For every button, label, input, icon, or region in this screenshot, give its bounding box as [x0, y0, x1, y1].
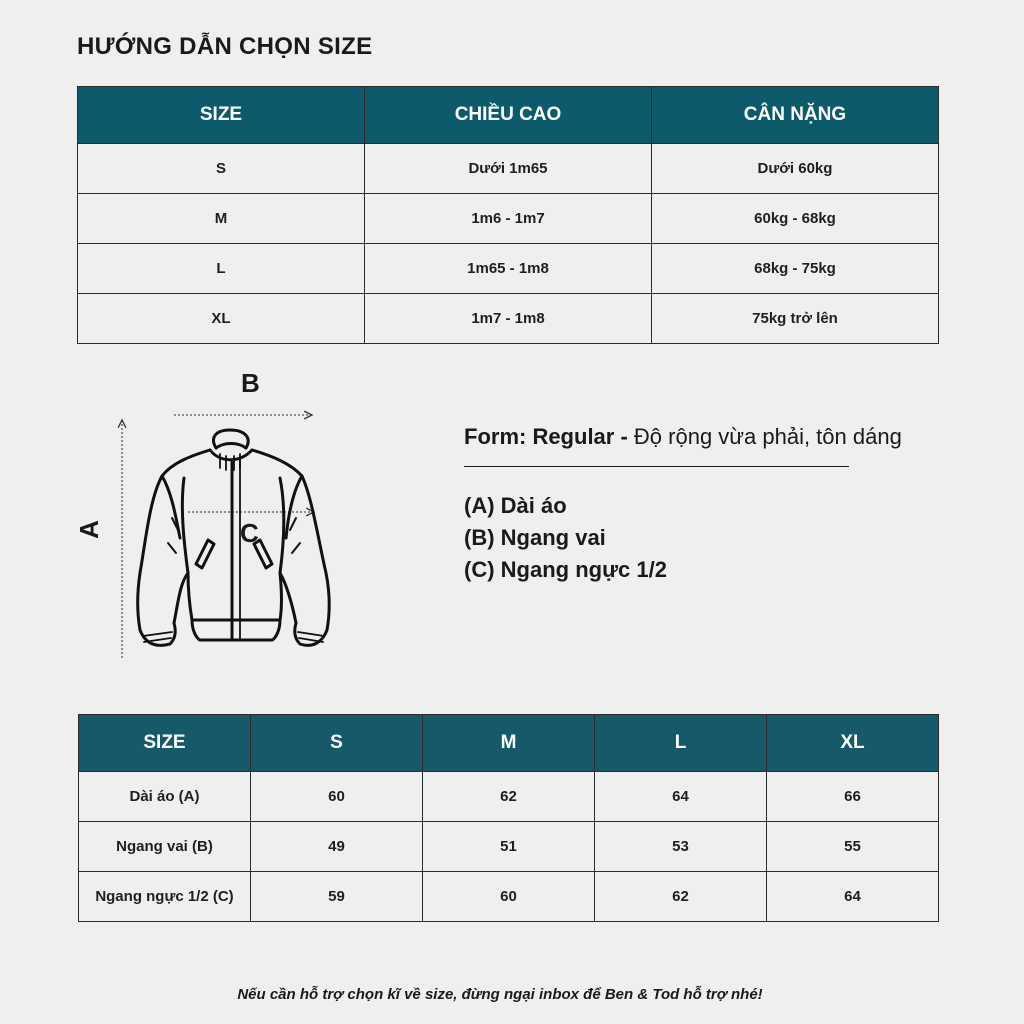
table-row — [79, 772, 939, 822]
value-cell: 60 — [251, 772, 423, 822]
value-cell: 55 — [767, 822, 939, 872]
table-row — [78, 294, 939, 344]
size-cell: L — [78, 244, 365, 294]
value-cell: 64 — [767, 872, 939, 922]
table-row — [79, 872, 939, 922]
table-row — [78, 194, 939, 244]
header-weight: CÂN NẶNG — [652, 87, 939, 144]
value-cell: 66 — [767, 772, 939, 822]
label-b: B — [241, 368, 260, 398]
form-detail: Độ rộng vừa phải, tôn dáng — [627, 424, 902, 449]
height-weight-size-table — [77, 86, 939, 344]
table-row — [79, 822, 939, 872]
header-size: SIZE — [78, 87, 365, 144]
page-title: HƯỚNG DẪN CHỌN SIZE — [77, 33, 373, 60]
height-cell: 1m65 - 1m8 — [365, 244, 652, 294]
row-label: Ngang vai (B) — [79, 822, 251, 872]
footer-note: Nếu cần hỗ trợ chọn kĩ về size, đừng ngại inbox để Ben & Tod hỗ trợ nhé! — [237, 986, 763, 1003]
value-cell: 60 — [423, 872, 595, 922]
height-cell: 1m7 - 1m8 — [365, 294, 652, 344]
weight-cell: 75kg trở lên — [652, 294, 939, 344]
value-cell: 51 — [423, 822, 595, 872]
value-cell: 62 — [595, 872, 767, 922]
header-l: L — [595, 715, 767, 772]
row-label: Ngang ngực 1/2 (C) — [79, 872, 251, 922]
weight-cell: Dưới 60kg — [652, 144, 939, 194]
header-height: CHIỀU CAO — [365, 87, 652, 144]
header-m: M — [423, 715, 595, 772]
row-label: Dài áo (A) — [79, 772, 251, 822]
form-label: Form: Regular - — [464, 424, 628, 449]
divider — [464, 466, 849, 467]
legend-item: (B) Ngang vai — [464, 525, 606, 550]
jacket-diagram — [80, 368, 360, 668]
measurement-size-table — [78, 714, 939, 922]
weight-cell: 68kg - 75kg — [652, 244, 939, 294]
value-cell: 59 — [251, 872, 423, 922]
table-row — [78, 144, 939, 194]
value-cell: 53 — [595, 822, 767, 872]
size-cell: XL — [78, 294, 365, 344]
form-description — [464, 424, 902, 450]
header-s: S — [251, 715, 423, 772]
value-cell: 49 — [251, 822, 423, 872]
legend-item: (C) Ngang ngực 1/2 — [464, 557, 667, 582]
label-a: A — [73, 520, 104, 539]
header-xl: XL — [767, 715, 939, 772]
label-c: C — [240, 518, 259, 548]
legend-item: (A) Dài áo — [464, 493, 567, 518]
size-cell: M — [78, 194, 365, 244]
value-cell: 62 — [423, 772, 595, 822]
measurement-legend — [464, 490, 667, 586]
height-cell: Dưới 1m65 — [365, 144, 652, 194]
height-cell: 1m6 - 1m7 — [365, 194, 652, 244]
weight-cell: 60kg - 68kg — [652, 194, 939, 244]
jacket-icon — [138, 430, 329, 645]
table-row — [78, 244, 939, 294]
size-cell: S — [78, 144, 365, 194]
header-size: SIZE — [79, 715, 251, 772]
value-cell: 64 — [595, 772, 767, 822]
